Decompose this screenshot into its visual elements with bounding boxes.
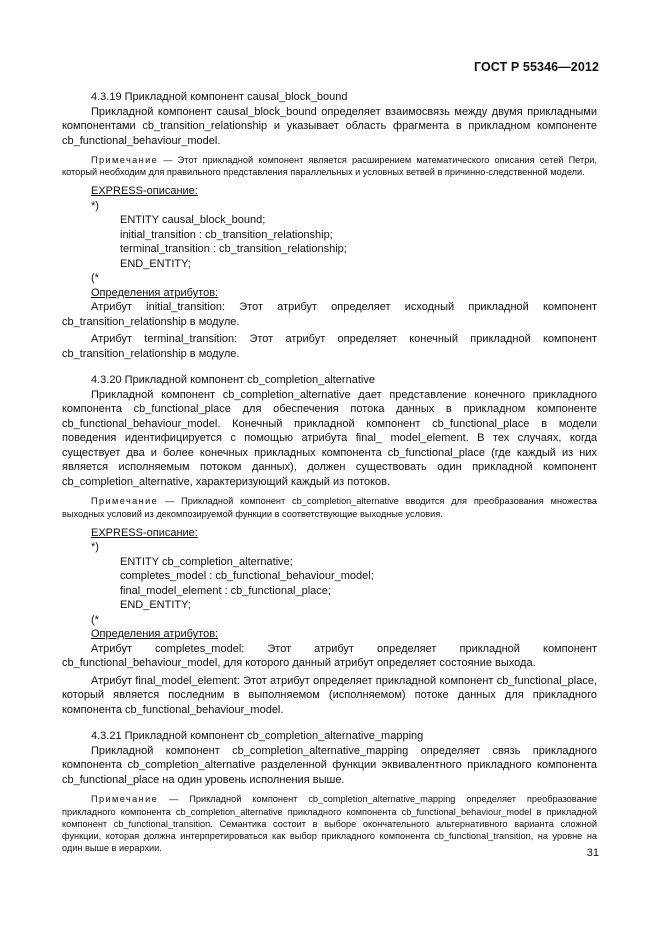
code-line: END_ENTITY; — [120, 257, 191, 270]
page-content — [62, 90, 597, 854]
express-close-comment: (* — [91, 272, 99, 285]
express-open-comment: *) — [91, 541, 99, 554]
section-paragraph: Прикладной компонент cb_completion_alternative дает представление конечного прикладного компонента cb_functional_place для обеспечения потока данных в прикладном компоненте cb_functional_behaviour_model. Конечный прикладной компонент cb_functional_place в модели поведения идентифицируется с помощью атрибута final_ model_element. В тех случаях, когда существует два и более конечных прикладных компонента cb_functional_place (где каждый из них является исполняемым потоком данных), должен существовать один прикладной компонент cb_completion_alternative, характеризующий каждый из потоков. — [62, 388, 597, 488]
express-label: EXPRESS-описание: — [91, 526, 198, 539]
note-text: — Прикладной компонент cb_completion_alternative вводится для преобразования множества выходных условий из декомпозируемой функции в соответствующие выходные условия. — [62, 496, 597, 519]
attribute-definition: Атрибут initial_transition: Этот атрибут определяет исходный прикладной компонент cb_transition_relationship в модуле. — [62, 301, 597, 328]
section-heading-4-3-21: 4.3.21 Прикладной компонент cb_completion_alternative_mapping — [91, 730, 424, 743]
attribute-definition: Атрибут final_model_element: Этот атрибут определяет прикладной компонент cb_functional_place, который является последним в выполняемом (исполняемом) потоке данных для прикладного компонента cb_functional_behaviour_model. — [62, 674, 597, 716]
note — [62, 495, 597, 519]
section-heading-4-3-20: 4.3.20 Прикладной компонент cb_completion_alternative — [91, 374, 375, 387]
code-line: END_ENTITY; — [120, 599, 191, 612]
attribute-definition: Атрибут completes_model: Этот атрибут определяет прикладной компонент cb_functional_behaviour_model, для которого данный атрибут определяет состояние выхода. — [62, 642, 597, 670]
code-line: ENTITY cb_completion_alternative; — [120, 555, 293, 568]
section-paragraph: Прикладной компонент cb_completion_alternative_mapping определяет связь прикладного компонента cb_completion_alternative разделенной функции эквивалентного прикладного компонента cb_functional_place на один уровень исполнения выше. — [62, 744, 597, 786]
express-label: EXPRESS-описание: — [91, 185, 198, 198]
code-line: final_model_element : cb_functional_place; — [120, 584, 331, 597]
code-line: completes_model : cb_functional_behaviour_model; — [120, 570, 374, 583]
code-line: terminal_transition : cb_transition_relationship; — [120, 243, 347, 256]
attribute-definition: Атрибут terminal_transition: Этот атрибут определяет конечный прикладной компонент cb_transition_relationship в модуле. — [62, 333, 597, 360]
code-line: ENTITY causal_block_bound; — [120, 214, 266, 227]
code-line: initial_transition : cb_transition_relationship; — [120, 228, 333, 241]
attributes-label: Определения атрибутов: — [91, 286, 219, 299]
note-text: — Этот прикладной компонент является расширением математического описания сетей Петри, который необходим для правильного представления параллельных и условных ветвей в причинно-следственной модели. — [62, 155, 597, 178]
note — [62, 793, 597, 854]
standard-number: ГОСТ Р 55346—2012 — [473, 60, 599, 74]
note — [62, 154, 597, 178]
express-open-comment: *) — [91, 199, 99, 212]
express-close-comment: (* — [91, 613, 99, 626]
note-label: Примечание — [91, 496, 159, 507]
note-text: — Прикладной компонент cb_completion_alternative_mapping определяет преобразование прикладного компонента cb_completion_alternative прикладного компонента cb_functional_behaviour_model в прикладной компонент cb_functional_transition. Семантика состоит в выборе окончательного альтернативного варианта сложной функции, которая должна интерпретироваться как выбор прикладного компонента cb_functional_transition, на уровне на один выше в иерархии. — [62, 794, 597, 854]
page-number: 31 — [586, 847, 599, 859]
section-paragraph: Прикладной компонент causal_block_bound определяет взаимосвязь между двумя прикладными компонентами cb_transition_relationship и указывает область фрагмента в прикладном компоненте cb_functional_behaviour_model. — [62, 105, 597, 147]
note-label: Примечание — [91, 794, 159, 805]
attributes-label: Определения атрибутов: — [91, 628, 219, 641]
note-label: Примечание — [91, 155, 159, 165]
section-heading-4-3-19: 4.3.19 Прикладной компонент causal_block_bound — [91, 91, 348, 103]
